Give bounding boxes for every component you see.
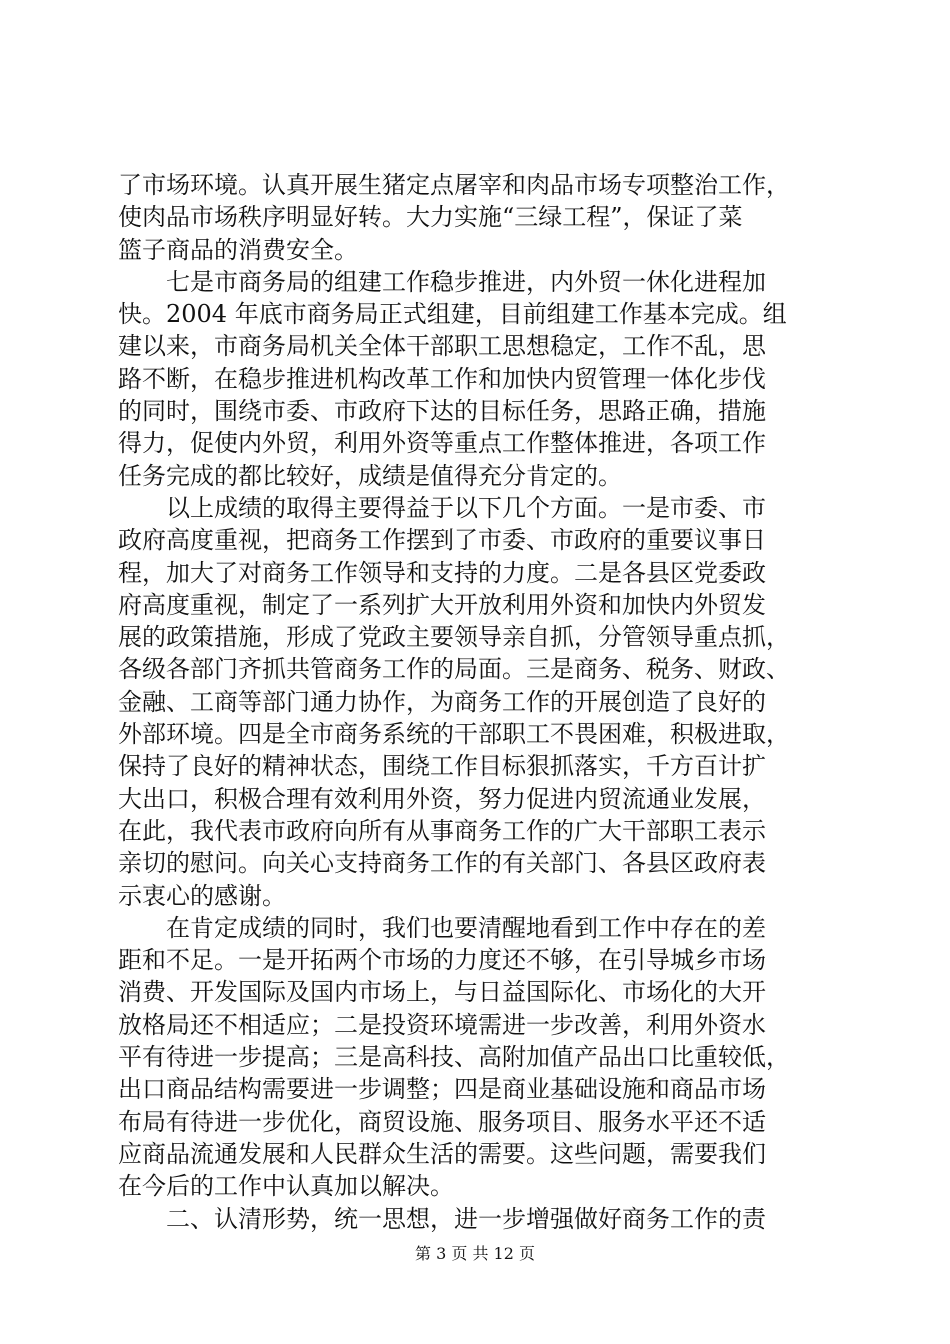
body-line: 消费、开发国际及国内市场上，与日益国际化、市场化的大开 bbox=[118, 978, 766, 1007]
body-line: 快。2004 年底市商务局正式组建，目前组建工作基本完成。组 bbox=[118, 300, 787, 329]
body-line: 在今后的工作中认真加以解决。 bbox=[118, 1172, 454, 1201]
body-line: 放格局还不相适应；二是投资环境需进一步改善，利用外资水 bbox=[118, 1010, 766, 1039]
body-line: 了市场环境。认真开展生猪定点屠宰和肉品市场专项整治工作， bbox=[118, 171, 790, 199]
body-line: 各级各部门齐抓共管商务工作的局面。三是商务、税务、财政、 bbox=[118, 655, 790, 684]
body-line: 的同时，围绕市委、市政府下达的目标任务，思路正确，措施 bbox=[118, 397, 766, 426]
body-line: 布局有待进一步优化，商贸设施、服务项目、服务水平还不适 bbox=[118, 1107, 766, 1136]
body-line: 金融、工商等部门通力协作，为商务工作的开展创造了良好的 bbox=[118, 687, 766, 716]
body-line: 亲切的慰问。向关心支持商务工作的有关部门、各县区政府表 bbox=[118, 849, 766, 878]
paragraph-start-line: 以上成绩的取得主要得益于以下几个方面。一是市委、市 bbox=[166, 493, 766, 522]
document-body bbox=[118, 169, 838, 1235]
body-line: 大出口，积极合理有效利用外资，努力促进内贸流通业发展， bbox=[118, 784, 766, 813]
body-line: 应商品流通发展和人民群众生活的需要。这些问题，需要我们 bbox=[118, 1139, 766, 1168]
body-line: 平有待进一步提高；三是高科技、高附加值产品出口比重较低， bbox=[118, 1043, 790, 1072]
paragraph-start-line: 在肯定成绩的同时，我们也要清醒地看到工作中存在的差 bbox=[166, 913, 766, 942]
body-line: 篮子商品的消费安全。 bbox=[118, 235, 358, 264]
paragraph-start-line: 七是市商务局的组建工作稳步推进，内外贸一休化进程加 bbox=[166, 267, 766, 296]
body-line: 程，加大了对商务工作领导和支持的力度。二是各县区党委政 bbox=[118, 558, 766, 587]
body-line: 府高度重视，制定了一系列扩大开放利用外资和加快内外贸发 bbox=[118, 590, 766, 619]
page-footer: 第 3 页 共 12 页 bbox=[415, 1244, 535, 1263]
body-line: 路不断，在稳步推进机构改革工作和加快内贸管理一体化步伐 bbox=[118, 364, 766, 393]
body-line: 政府高度重视，把商务工作摆到了市委、市政府的重要议事日 bbox=[118, 526, 766, 555]
body-line: 使肉品市场秩序明显好转。大力实施“三绿工程”，保证了菜 bbox=[118, 203, 743, 232]
body-line: 任务完成的都比较好，成绩是值得充分肯定的。 bbox=[118, 461, 622, 490]
body-line: 建以来，市商务局机关全体干部职工思想稳定，工作不乱，思 bbox=[118, 332, 766, 361]
body-line: 示衷心的感谢。 bbox=[118, 881, 286, 910]
body-line: 出口商品结构需要进一步调整；四是商业基础设施和商品市场 bbox=[118, 1075, 766, 1104]
section-heading-line: 二、认清形势，统一思想，进一步增强做好商务工作的责 bbox=[166, 1204, 766, 1233]
body-line: 保持了良好的精神状态，围绕工作目标狠抓落实，千方百计扩 bbox=[118, 752, 766, 781]
body-line: 得力，促使内外贸，利用外资等重点工作整体推进，各项工作 bbox=[118, 429, 766, 458]
body-line: 在此，我代表市政府向所有从事商务工作的广大干部职工表示 bbox=[118, 816, 766, 845]
body-line: 外部环境。四是全市商务系统的干部职工不畏困难，积极进取， bbox=[118, 720, 790, 749]
body-line: 展的政策措施，形成了党政主要领导亲自抓，分管领导重点抓， bbox=[118, 623, 790, 652]
body-line: 距和不足。一是开拓两个市场的力度还不够，在引导城乡市场 bbox=[118, 946, 766, 975]
